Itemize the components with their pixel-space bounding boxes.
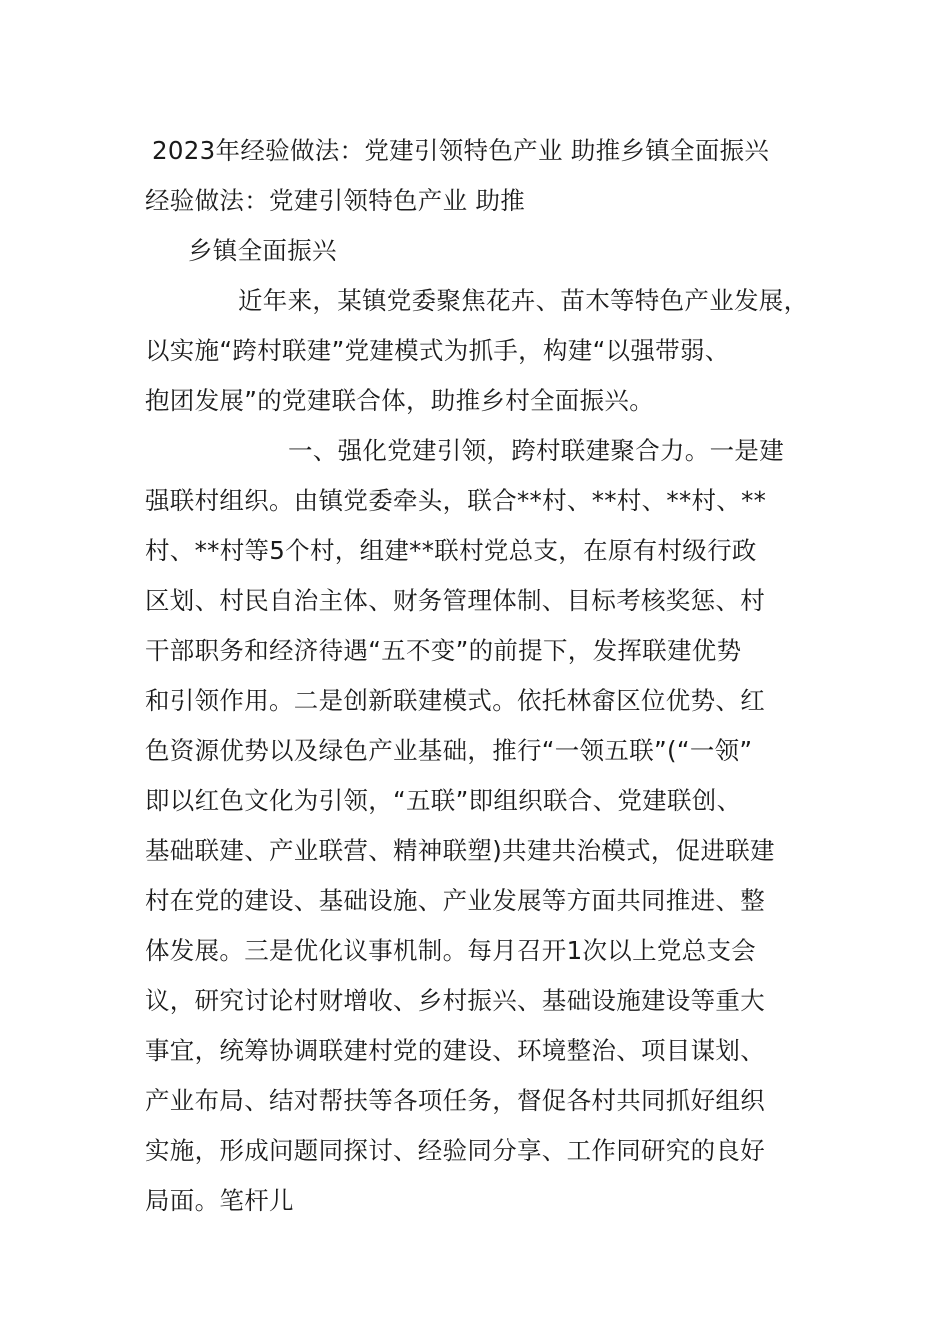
paragraph-line: 以实施“跨村联建”党建模式为抓手，构建“以强带弱、 [145, 336, 730, 365]
paragraph-line: 近年来，某镇党委聚焦花卉、苗木等特色产业发展， [238, 286, 809, 315]
paragraph-line: 干部职务和经济待遇“五不变”的前提下，发挥联建优势 [145, 636, 742, 665]
paragraph-line: 产业布局、结对帮扶等各项任务，督促各村共同抓好组织 [145, 1086, 765, 1115]
document-title: 2023年经验做法：党建引领特色产业 助推乡镇全面振兴 [152, 136, 770, 165]
paragraph-line: 强联村组织。由镇党委牵头，联合**村、**村、**村、** [145, 486, 767, 515]
document-subtitle-continuation: 乡镇全面振兴 [188, 236, 337, 265]
paragraph-line: 基础联建、产业联营、精神联塑)共建共治模式，促进联建 [145, 836, 775, 865]
document-subtitle: 经验做法：党建引领特色产业 助推 [145, 186, 526, 215]
paragraph-line: 体发展。三是优化议事机制。每月召开1次以上党总支会 [145, 936, 757, 965]
paragraph-line: 区划、村民自治主体、财务管理体制、目标考核奖惩、村 [145, 586, 765, 615]
paragraph-line: 即以红色文化为引领，“五联”即组织联合、党建联创、 [145, 786, 742, 815]
paragraph-line: 村在党的建设、基础设施、产业发展等方面共同推进、整 [145, 886, 765, 915]
section-heading-line: 一、强化党建引领，跨村联建聚合力。一是建 [288, 436, 784, 465]
paragraph-line: 议，研究讨论村财增收、乡村振兴、基础设施建设等重大 [145, 986, 765, 1015]
paragraph-line: 和引领作用。二是创新联建模式。依托林畲区位优势、红 [145, 686, 765, 715]
paragraph-line: 实施，形成问题同探讨、经验同分享、工作同研究的良好 [145, 1136, 765, 1165]
paragraph-line: 事宜，统筹协调联建村党的建设、环境整治、项目谋划、 [145, 1036, 765, 1065]
paragraph-line: 色资源优势以及绿色产业基础，推行“一领五联”(“一领” [145, 736, 753, 765]
paragraph-line: 抱团发展”的党建联合体，助推乡村全面振兴。 [145, 386, 654, 415]
paragraph-line: 村、**村等5个村，组建**联村党总支，在原有村级行政 [145, 536, 757, 565]
paragraph-line: 局面。笔杆儿 [145, 1186, 294, 1215]
